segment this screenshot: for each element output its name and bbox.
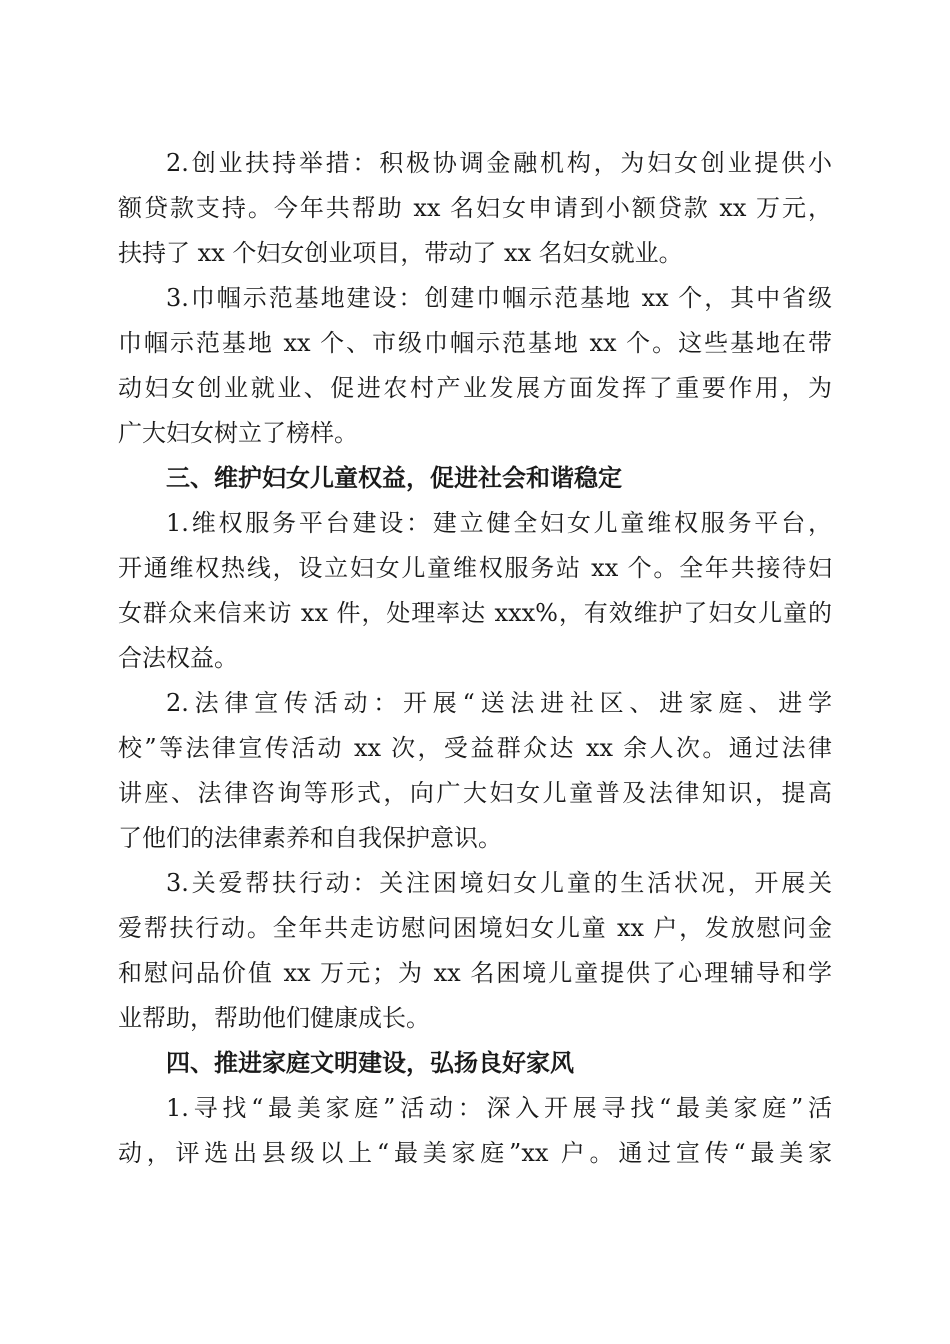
paragraph-line: 合法权益。 (118, 644, 238, 672)
paragraph-line: 爱帮扶行动。全年共走访慰问困境妇女儿童 xx 户，发放慰问金 (118, 914, 832, 942)
paragraph-line: 3.巾帼示范基地建设：创建巾帼示范基地 xx 个，其中省级 (166, 284, 832, 312)
paragraph-line: 广大妇女树立了榜样。 (118, 419, 358, 447)
paragraph-line: 业帮助，帮助他们健康成长。 (118, 1004, 430, 1032)
paragraph-line: 动妇女创业就业、促进农村产业发展方面发挥了重要作用，为 (118, 374, 832, 402)
paragraph-line: 2.创业扶持举措：积极协调金融机构，为妇女创业提供小 (166, 149, 832, 177)
paragraph-line: 巾帼示范基地 xx 个、市级巾帼示范基地 xx 个。这些基地在带 (118, 329, 832, 357)
paragraph-line: 女群众来信来访 xx 件，处理率达 xxx%，有效维护了妇女儿童的 (118, 599, 832, 627)
paragraph-line: 了他们的法律素养和自我保护意识。 (118, 824, 502, 852)
paragraph-line: 额贷款支持。今年共帮助 xx 名妇女申请到小额贷款 xx 万元， (118, 194, 832, 222)
section-heading: 四、推进家庭文明建设，弘扬良好家风 (166, 1049, 574, 1077)
paragraph-line: 开通维权热线，设立妇女儿童维权服务站 xx 个。全年共接待妇 (118, 554, 832, 582)
paragraph-line: 1.维权服务平台建设：建立健全妇女儿童维权服务平台， (166, 509, 832, 537)
paragraph-line: 2.法律宣传活动：开展“送法进社区、进家庭、进学 (166, 689, 832, 717)
paragraph-line: 讲座、法律咨询等形式，向广大妇女儿童普及法律知识，提高 (118, 779, 832, 807)
paragraph-line: 校”等法律宣传活动 xx 次，受益群众达 xx 余人次。通过法律 (118, 734, 832, 762)
paragraph-line: 扶持了 xx 个妇女创业项目，带动了 xx 名妇女就业。 (118, 239, 683, 267)
paragraph-line: 1.寻找“最美家庭”活动：深入开展寻找“最美家庭”活 (166, 1094, 832, 1122)
paragraph-line: 动，评选出县级以上“最美家庭”xx 户。通过宣传“最美家 (118, 1139, 832, 1167)
paragraph-line: 3.关爱帮扶行动：关注困境妇女儿童的生活状况，开展关 (166, 869, 832, 897)
section-heading: 三、维护妇女儿童权益，促进社会和谐稳定 (166, 464, 622, 492)
paragraph-line: 和慰问品价值 xx 万元；为 xx 名困境儿童提供了心理辅导和学 (118, 959, 832, 987)
